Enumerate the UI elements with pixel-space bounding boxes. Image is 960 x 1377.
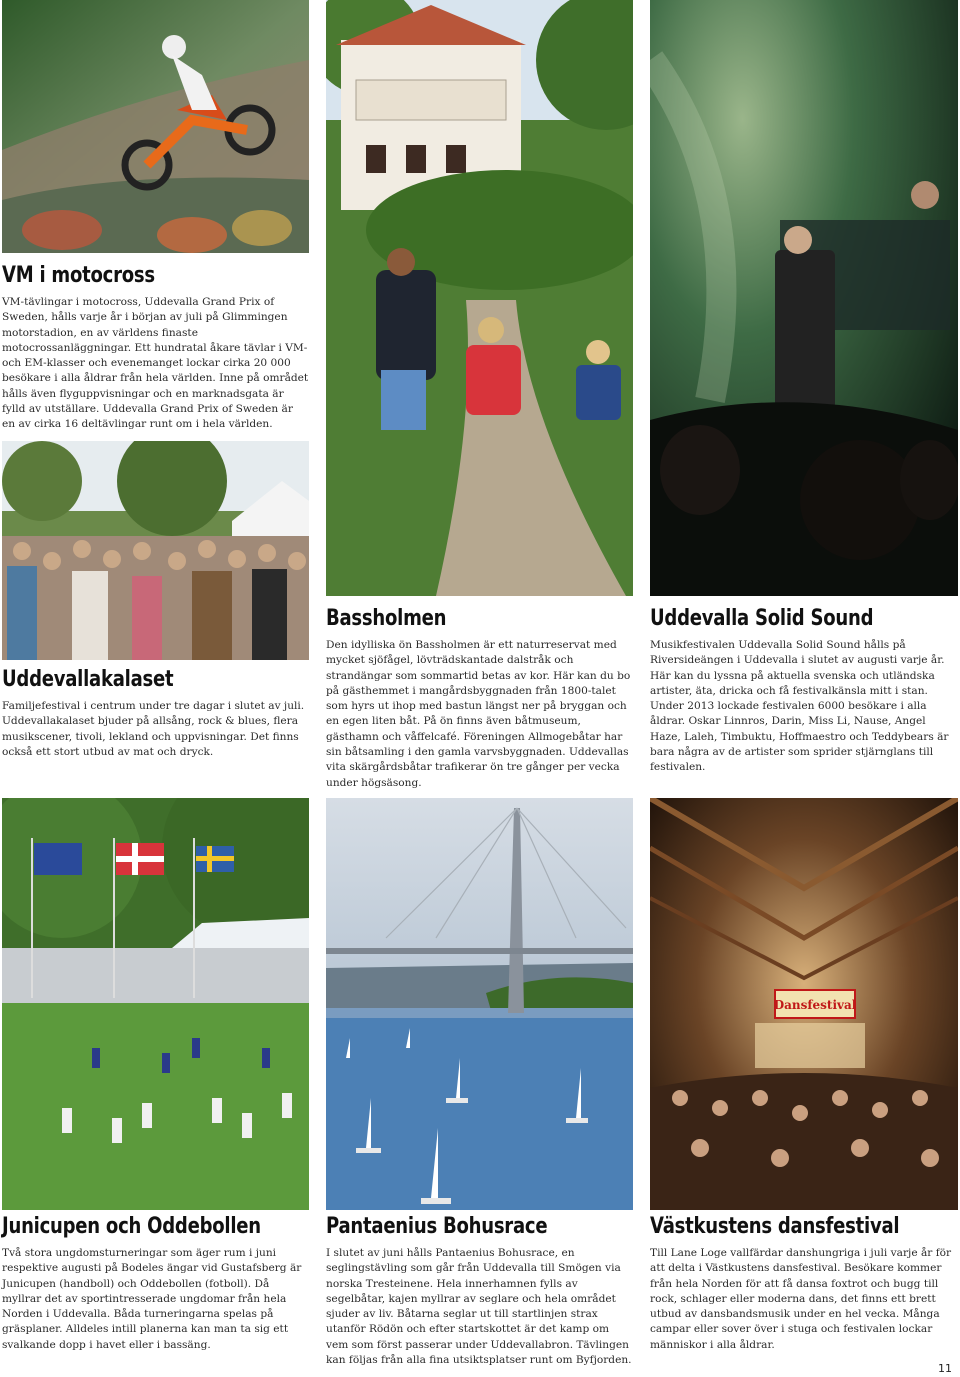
page-number: 11	[938, 1362, 952, 1375]
junicupen-body: Två stora ungdomsturneringar som äger rum i juni respektive augusti på Bodeles ängar vid Gustafsberg är Junicupen (handboll) och Oddebollen (fotboll). Då myllrar det av sportintresserade ungdomar från hela Norden i Uddevalla. Båda turneringarna spelas på gräsplaner. Alldeles intill planerna kan man ta sig ett svalkande dopp i havet eller i bassäng.	[2, 1247, 302, 1351]
bohusrace-photo	[326, 798, 633, 1210]
bassholmen-title: Bassholmen	[326, 606, 447, 631]
dansfestival-sign: Dansfestival	[773, 998, 857, 1012]
uddevallakalaset-section	[2, 667, 309, 760]
uddevallakalaset-title: Uddevallakalaset	[2, 667, 174, 692]
bohusrace-section	[326, 1214, 633, 1368]
dansfestival-title: Västkustens dansfestival	[650, 1214, 900, 1239]
dansfestival-body: Till Lane Loge vallfärdar danshungriga i juli varje år för att delta i Västkustens dansfestival. Besökare kommer från hela Norden för att få dansa foxtrot och bugg till rock, schlager eller moderna dans, det finns ett brett utbud av dansbandsmusik under en hel vecka. Många campar eller sover över i stuga och festivalen lockar människor i alla åldrar.	[650, 1247, 952, 1351]
junicupen-photo	[2, 798, 309, 1210]
motocross-body: VM-tävlingar i motocross, Uddevalla Grand Prix of Sweden, hålls varje år i början av juli på Glimmingen motorstadion, en av världens finaste motocrossanläggningar. Ett hundratal åkare tävlar i VM- och EM-klasser och evenemanget lockar cirka 20 000 besökare i alla åldrar från hela världen. Inne på området hålls även flyguppvisningar och en marknadsgata är fylld av utställare. Uddevalla Grand Prix of Sweden är en av cirka 16 deltävlingar runt om i hela världen.	[2, 296, 309, 431]
bassholmen-photo	[326, 0, 633, 596]
bohusrace-title: Pantaenius Bohusrace	[326, 1214, 548, 1239]
solid-sound-section	[650, 606, 958, 776]
junicupen-section	[2, 1214, 309, 1353]
solid-sound-body: Musikfestivalen Uddevalla Solid Sound hålls på Riversideängen i Uddevalla i slutet av augusti varje år. Här kan du lyssna på aktuella svenska och utländska artister, äta, dricka och få festivalkänsla mitt i stan. Under 2013 lockade festivalen 6000 besökare i alla åldrar. Oskar Linnros, Darin, Miss Li, Nause, Angel Haze, Laleh, Timbuktu, Hoffmaestro och Teddybears är bara några av de artister som sprider stjärnglans till festivalen.	[650, 639, 949, 774]
uddevallakalaset-photo	[2, 441, 309, 660]
motocross-section	[2, 263, 309, 433]
motocross-photo	[2, 0, 309, 253]
bassholmen-body: Den idylliska ön Bassholmen är ett naturreservat med mycket sjöfågel, lövträdskantade dalstråk och strandängar som sommartid betas av kor. Här kan du bo på gästhemmet i mangårdsbyggnaden från 1800-talet som hyrs ut ihop med bastun längst ner på bryggan och en egen liten båt. På ön finns även båtmuseum, gästhamn och våffelcafé. Föreningen Allmogebåtar har sin båtsamling i den gamla varvsbyggnaden. Uddevallas vita skärgårdsbåtar trafikerar ön tre gånger per vecka under högsäsong.	[326, 639, 631, 789]
solid-sound-photo	[650, 0, 958, 596]
uddevallakalaset-body: Familjefestival i centrum under tre dagar i slutet av juli. Uddevallakalaset bjuder på allsång, rock & blues, flera musikscener, tivoli, lekland och uppvisningar. Det finns också ett stort utbud av mat och dryck.	[2, 700, 305, 758]
bohusrace-body: I slutet av juni hålls Pantaenius Bohusrace, en seglingstävling som går från Uddevalla till Smögen via norska Tresteinene. Hela innerhamnen fylls av segelbåtar, kajen myllrar av seglare och hela området sjuder av liv. Båtarna seglar ut till startlinjen strax utanför Rödön och efter startskottet är det kamp om vem som först passerar under Uddevallabron. Tävlingen kan följas från alla fina utsiktsplatser runt om Byfjorden.	[326, 1247, 632, 1367]
junicupen-title: Junicupen och Oddebollen	[2, 1214, 261, 1239]
dansfestival-section	[650, 1214, 958, 1353]
dansfestival-photo	[650, 798, 958, 1210]
motocross-title: VM i motocross	[2, 263, 155, 288]
bassholmen-section	[326, 606, 633, 791]
solid-sound-title: Uddevalla Solid Sound	[650, 606, 874, 631]
